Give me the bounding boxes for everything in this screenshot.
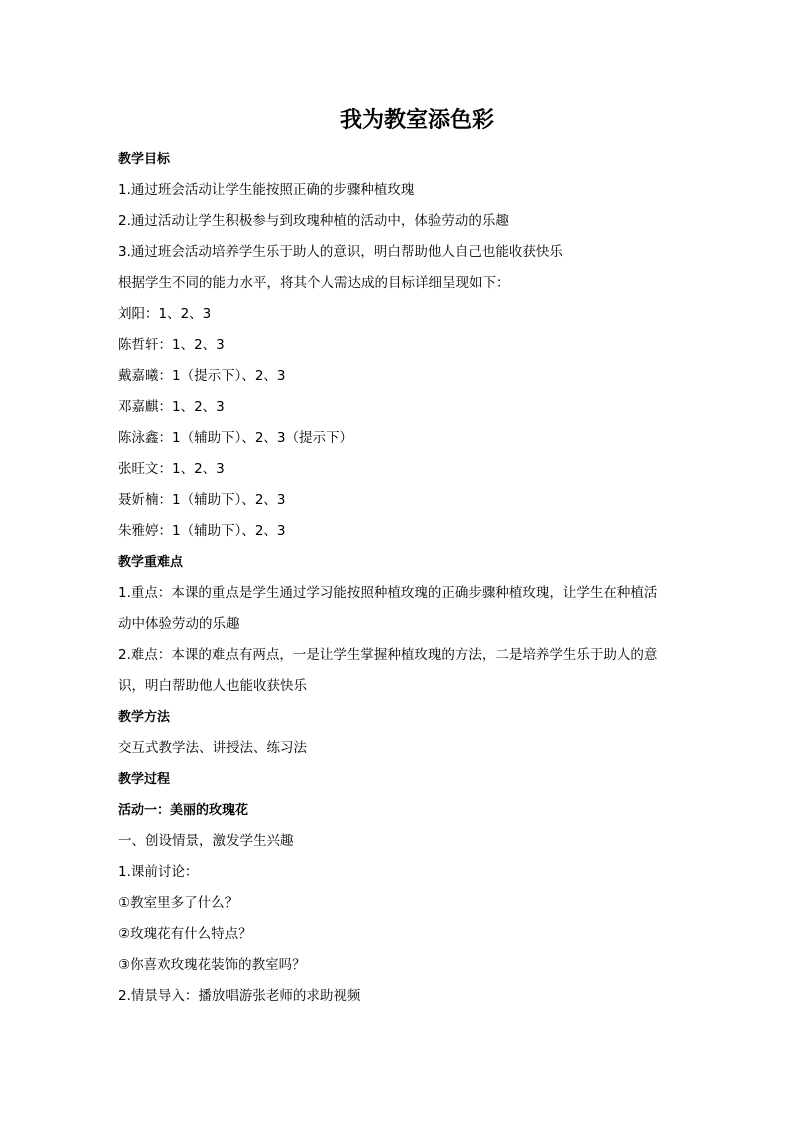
paragraph-line: 1.重点：本课的重点是学生通过学习能按照种植玫瑰的正确步骤种植玫瑰，让学生在种植活 [118, 585, 658, 601]
document-page [118, 106, 678, 1012]
section-heading: 教学过程 [118, 772, 171, 787]
section-heading: 教学重难点 [118, 555, 184, 570]
paragraph-line: 2.通过活动让学生积极参与到玫瑰种植的活动中，体验劳动的乐趣 [118, 213, 509, 229]
paragraph-line: ②玫瑰花有什么特点？ [118, 926, 252, 942]
paragraph-line: ①教室里多了什么？ [118, 895, 239, 911]
paragraph-line: 一、创设情景，激发学生兴趣 [118, 833, 294, 849]
paragraph-line: 张旺文：1、2、3 [118, 461, 225, 477]
paragraph-line: 2.情景导入：播放唱游张老师的求助视频 [118, 988, 361, 1004]
document-title: 我为教室添色彩 [339, 108, 494, 133]
document-body [118, 144, 678, 1012]
paragraph-line: 1.课前讨论： [118, 864, 199, 880]
paragraph-line: 聂妡楠：1（辅助下）、2、3 [118, 492, 286, 508]
paragraph-line: 动中体验劳动的乐趣 [118, 616, 240, 632]
paragraph-line: 朱雅婷：1（辅助下）、2、3 [118, 523, 286, 539]
section-heading: 教学目标 [118, 152, 171, 167]
paragraph-line: 交互式教学法、讲授法、练习法 [118, 740, 307, 756]
paragraph-line: 陈哲轩：1、2、3 [118, 337, 225, 353]
paragraph-line: 陈泳鑫：1（辅助下）、2、3（提示下） [118, 430, 354, 446]
section-heading: 教学方法 [118, 710, 171, 725]
section-heading: 活动一：美丽的玫瑰花 [118, 803, 249, 818]
paragraph-line: ③你喜欢玫瑰花装饰的教室吗？ [118, 957, 306, 973]
paragraph-line: 2.难点：本课的难点有两点，一是让学生掌握种植玫瑰的方法，二是培养学生乐于助人的意 [118, 647, 658, 663]
paragraph-line: 1.通过班会活动让学生能按照正确的步骤种植玫瑰 [118, 182, 415, 198]
paragraph-line: 邓嘉麒：1、2、3 [118, 399, 225, 415]
paragraph-line: 刘阳：1、2、3 [118, 306, 212, 322]
paragraph-line: 戴嘉曦：1（提示下）、2、3 [118, 368, 286, 384]
paragraph-line: 根据学生不同的能力水平，将其个人需达成的目标详细呈现如下： [118, 275, 510, 291]
paragraph-line: 3.通过班会活动培养学生乐于助人的意识，明白帮助他人自己也能收获快乐 [118, 244, 563, 260]
paragraph-line: 识，明白帮助他人也能收获快乐 [118, 678, 307, 694]
